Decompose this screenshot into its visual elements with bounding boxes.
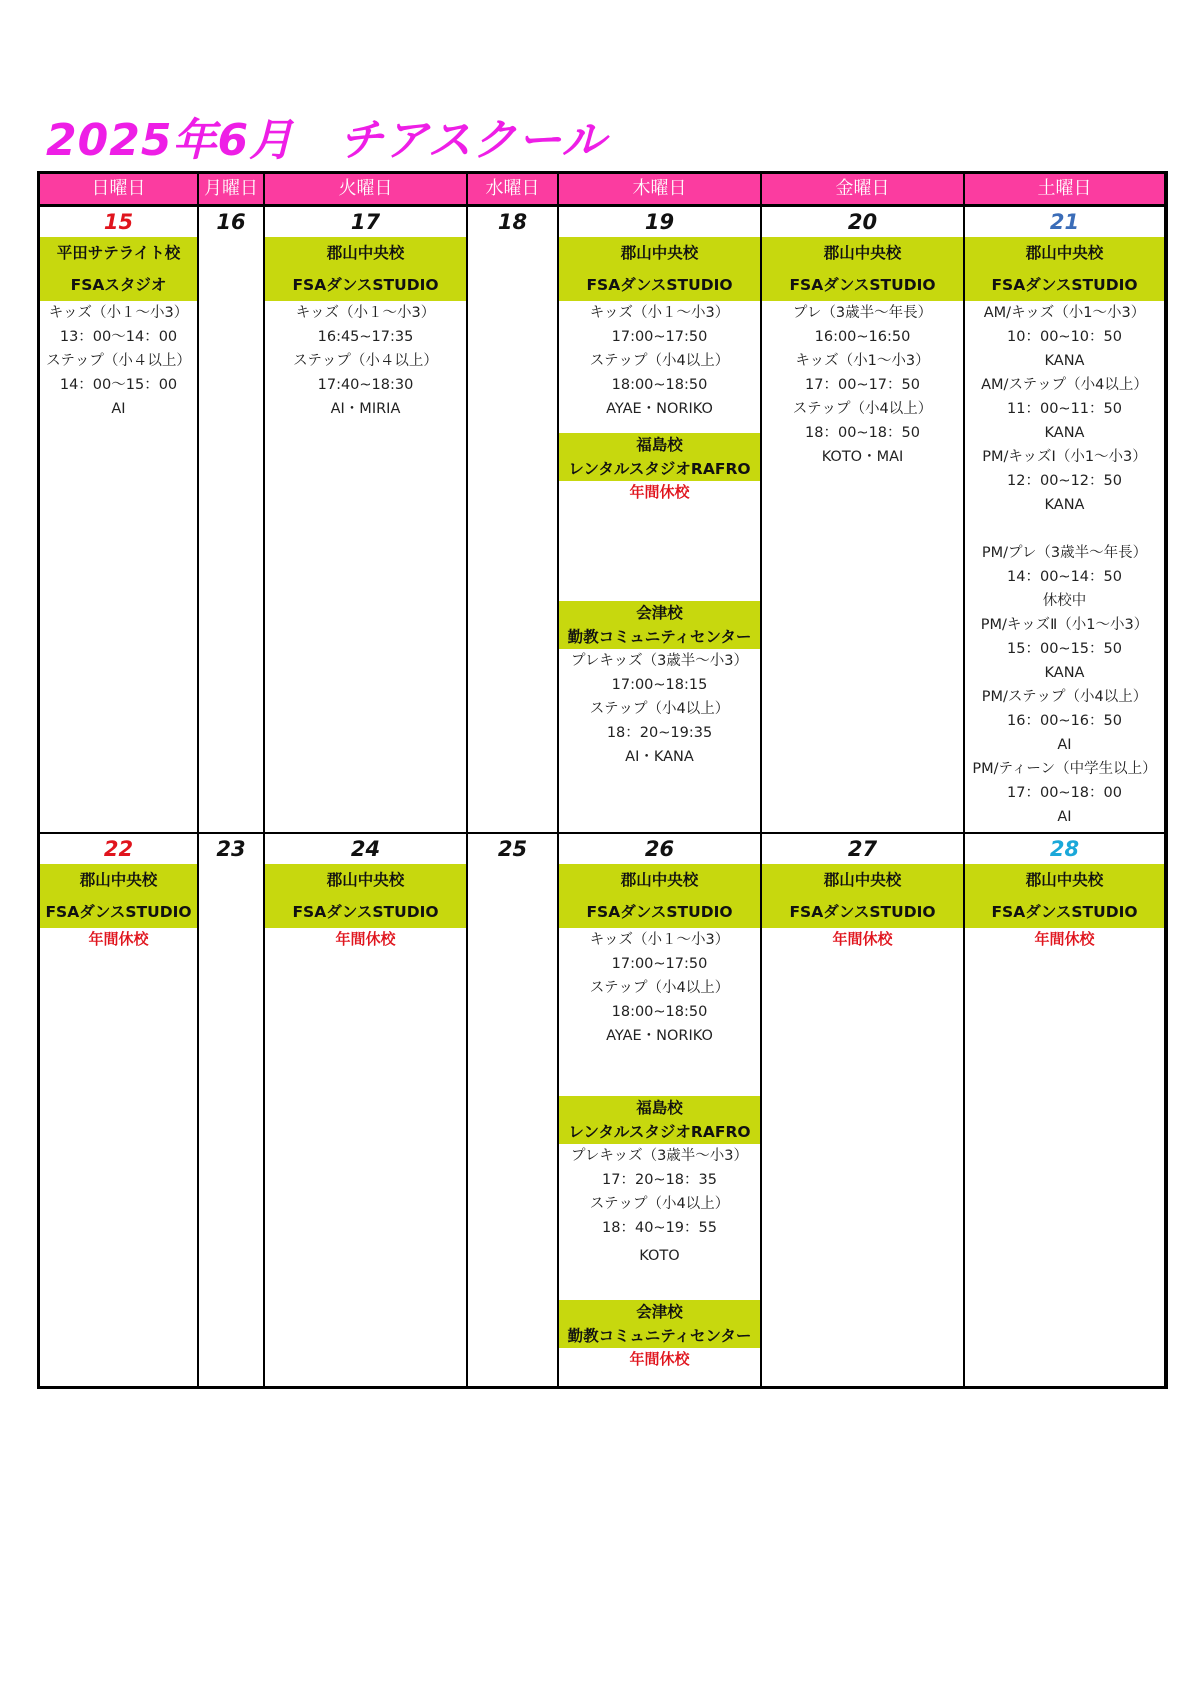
day-cell-20	[762, 207, 963, 832]
schedule-line: 17:40~18:30	[317, 377, 414, 393]
schedule-line: AI	[1057, 737, 1072, 753]
school-header	[40, 864, 197, 928]
schedule-line: プレキッズ（3歳半～小3）	[570, 653, 749, 669]
date-number: 15	[103, 210, 134, 234]
school-name: 郡山中央校	[620, 871, 699, 889]
venue-name: FSAダンスSTUDIO	[991, 276, 1138, 294]
date-number: 17	[350, 210, 381, 234]
schedule-line: 11：00~11：50	[1007, 401, 1122, 417]
schedule-line	[965, 517, 1164, 541]
schedule-line: ステップ（小4以上）	[792, 401, 933, 417]
schedule-line: ステップ（小4以上）	[589, 701, 730, 717]
school-header	[559, 864, 760, 928]
day-cell-19	[559, 207, 760, 832]
school-header	[40, 237, 197, 301]
school-header	[265, 864, 466, 928]
day-cell-23	[199, 834, 263, 1386]
schedule-line: 16：00~16：50	[1007, 713, 1122, 729]
schedule-line: ステップ（小4以上）	[589, 980, 730, 996]
schedule-line: PM/キッズⅠ（小1～小3）	[982, 449, 1147, 465]
day-cell-25	[468, 834, 557, 1386]
schedule-line: キッズ（小１～小3）	[295, 305, 436, 321]
venue-name: FSAダンスSTUDIO	[789, 276, 936, 294]
schedule-line: 18:00~18:50	[611, 377, 708, 393]
schedule-line: 17：00~17：50	[805, 377, 920, 393]
day-cell-16	[199, 207, 263, 832]
school-name: 郡山中央校	[823, 244, 902, 262]
day-cell-15	[40, 207, 197, 832]
school-name: 福島校	[636, 436, 683, 454]
school-name: 郡山中央校	[620, 244, 699, 262]
venue-name: FSAダンスSTUDIO	[292, 903, 439, 921]
schedule-line: 13：00～14：00	[59, 329, 178, 345]
weekday-wed: 水曜日	[468, 174, 559, 204]
weekday-header	[40, 171, 1164, 207]
schedule-line: 17:00~17:50	[611, 329, 708, 345]
closed-notice: 年間休校	[335, 930, 396, 948]
date-number: 16	[216, 210, 246, 234]
date-number: 26	[644, 837, 675, 861]
closed-notice: 年間休校	[832, 930, 893, 948]
school-header	[559, 237, 760, 301]
schedule-line: AM/ステップ（小4以上）	[981, 377, 1148, 393]
schedule-line: AI	[1057, 809, 1072, 825]
date-number: 28	[1049, 837, 1080, 861]
school-name: 郡山中央校	[823, 871, 902, 889]
day-cell-17	[265, 207, 466, 832]
day-cell-22	[40, 834, 197, 1386]
schedule-line: ステップ（小４以上）	[293, 353, 438, 369]
schedule-line: 12：00~12：50	[1007, 473, 1122, 489]
schedule-line: ステップ（小４以上）	[46, 353, 191, 369]
school-name: 郡山中央校	[326, 244, 405, 262]
schedule-line: 18：40~19：55	[602, 1220, 717, 1236]
venue-name: FSAダンスSTUDIO	[586, 903, 733, 921]
school-header	[762, 237, 963, 301]
schedule-line: 17:00~18:15	[611, 677, 708, 693]
closed-notice: 年間休校	[88, 930, 149, 948]
school-header	[559, 601, 760, 649]
schedule-line: KANA	[1044, 425, 1085, 441]
date-number: 20	[847, 210, 878, 234]
day-cell-27	[762, 834, 963, 1386]
schedule-line: PM/プレ（3歳半～年長）	[981, 545, 1148, 561]
schedule-line: 15：00~15：50	[1007, 641, 1122, 657]
schedule-line: AYAE・NORIKO	[606, 1028, 713, 1044]
venue-name: 勤教コミュニティセンター	[567, 628, 752, 646]
schedule-line: KOTO・MAI	[821, 449, 904, 465]
venue-name: 勤教コミュニティセンター	[567, 1327, 752, 1345]
schedule-line: 16:45~17:35	[317, 329, 414, 345]
schedule-line: キッズ（小１～小3）	[589, 932, 730, 948]
date-number: 19	[644, 210, 675, 234]
school-name: 郡山中央校	[326, 871, 405, 889]
schedule-line: 18：20~19:35	[606, 725, 713, 741]
day-cell-26	[559, 834, 760, 1386]
schedule-line: PM/ステップ（小4以上）	[981, 689, 1148, 705]
schedule-line: PM/キッズⅡ（小1～小3）	[980, 617, 1149, 633]
date-number: 25	[497, 837, 528, 861]
schedule-line: 17：20~18：35	[602, 1172, 717, 1188]
schedule-line: 17：00~18：00	[1007, 785, 1122, 801]
closed-notice: 年間休校	[629, 1350, 690, 1368]
schedule-line: AYAE・NORIKO	[606, 401, 713, 417]
date-number: 23	[216, 837, 246, 861]
schedule-line: プレ（3歳半～年長）	[792, 305, 933, 321]
weekday-thu: 木曜日	[559, 174, 762, 204]
date-number: 21	[1049, 210, 1080, 234]
schedule-line: 16:00~16:50	[814, 329, 911, 345]
weekday-mon: 月曜日	[199, 174, 265, 204]
schedule-line: KANA	[1044, 497, 1085, 513]
venue-name: FSAスタジオ	[70, 276, 167, 294]
day-cell-28	[965, 834, 1164, 1386]
schedule-line: ステップ（小4以上）	[589, 1196, 730, 1212]
school-header	[559, 433, 760, 481]
schedule-line: 休校中	[1042, 593, 1087, 609]
school-name: 福島校	[636, 1099, 683, 1117]
school-header	[265, 237, 466, 301]
venue-name: FSAダンスSTUDIO	[789, 903, 936, 921]
schedule-line: ステップ（小4以上）	[589, 353, 730, 369]
venue-name: レンタルスタジオRAFRO	[568, 460, 751, 478]
venue-name: レンタルスタジオRAFRO	[568, 1123, 751, 1141]
school-name: 郡山中央校	[1025, 871, 1104, 889]
school-name: 郡山中央校	[1025, 244, 1104, 262]
closed-notice: 年間休校	[629, 483, 690, 501]
date-number: 24	[350, 837, 381, 861]
schedule-line: KANA	[1044, 665, 1085, 681]
venue-name: FSAダンスSTUDIO	[991, 903, 1138, 921]
schedule-line: 14：00～15：00	[59, 377, 178, 393]
schedule-line: AI・MIRIA	[330, 401, 401, 417]
schedule-line: キッズ（小１～小3）	[589, 305, 730, 321]
schedule-line: PM/ティーン（中学生以上）	[972, 761, 1157, 777]
schedule-line: 17:00~17:50	[611, 956, 708, 972]
schedule-line: AI・KANA	[625, 749, 694, 765]
school-name: 会津校	[636, 604, 683, 622]
weekday-fri: 金曜日	[762, 174, 965, 204]
schedule-line: 18:00~18:50	[611, 1004, 708, 1020]
schedule-line: AI	[111, 401, 126, 417]
date-number: 27	[847, 837, 878, 861]
schedule-line: プレキッズ（3歳半～小3）	[570, 1148, 749, 1164]
schedule-line: 18：00~18：50	[805, 425, 920, 441]
schedule-line: キッズ（小1～小3）	[795, 353, 930, 369]
venue-name: FSAダンスSTUDIO	[45, 903, 192, 921]
day-cell-18	[468, 207, 557, 832]
closed-notice: 年間休校	[1034, 930, 1095, 948]
schedule-line: キッズ（小１～小3）	[48, 305, 189, 321]
date-number: 22	[103, 837, 134, 861]
weekday-tue: 火曜日	[265, 174, 468, 204]
schedule-line: KOTO	[639, 1248, 680, 1264]
page-title: 2025年6月 チアスクール	[46, 115, 607, 166]
school-header	[965, 237, 1164, 301]
schedule-line: 14：00~14：50	[1007, 569, 1122, 585]
weekday-sat: 土曜日	[1037, 178, 1092, 199]
school-header	[559, 1096, 760, 1144]
school-name: 平田サテライト校	[56, 244, 181, 262]
date-number: 18	[497, 210, 528, 234]
day-cell-21	[965, 207, 1164, 832]
school-header	[762, 864, 963, 928]
school-name: 郡山中央校	[79, 871, 158, 889]
schedule-line: AM/キッズ（小1～小3）	[983, 305, 1146, 321]
schedule-line: KANA	[1044, 353, 1085, 369]
school-header	[559, 1300, 760, 1348]
school-header	[965, 864, 1164, 928]
venue-name: FSAダンスSTUDIO	[586, 276, 733, 294]
schedule-line: 10：00~10：50	[1007, 329, 1122, 345]
weekday-sun: 日曜日	[40, 174, 199, 204]
day-cell-24	[265, 834, 466, 1386]
school-name: 会津校	[636, 1303, 683, 1321]
calendar-grid	[37, 171, 1168, 1389]
venue-name: FSAダンスSTUDIO	[292, 276, 439, 294]
